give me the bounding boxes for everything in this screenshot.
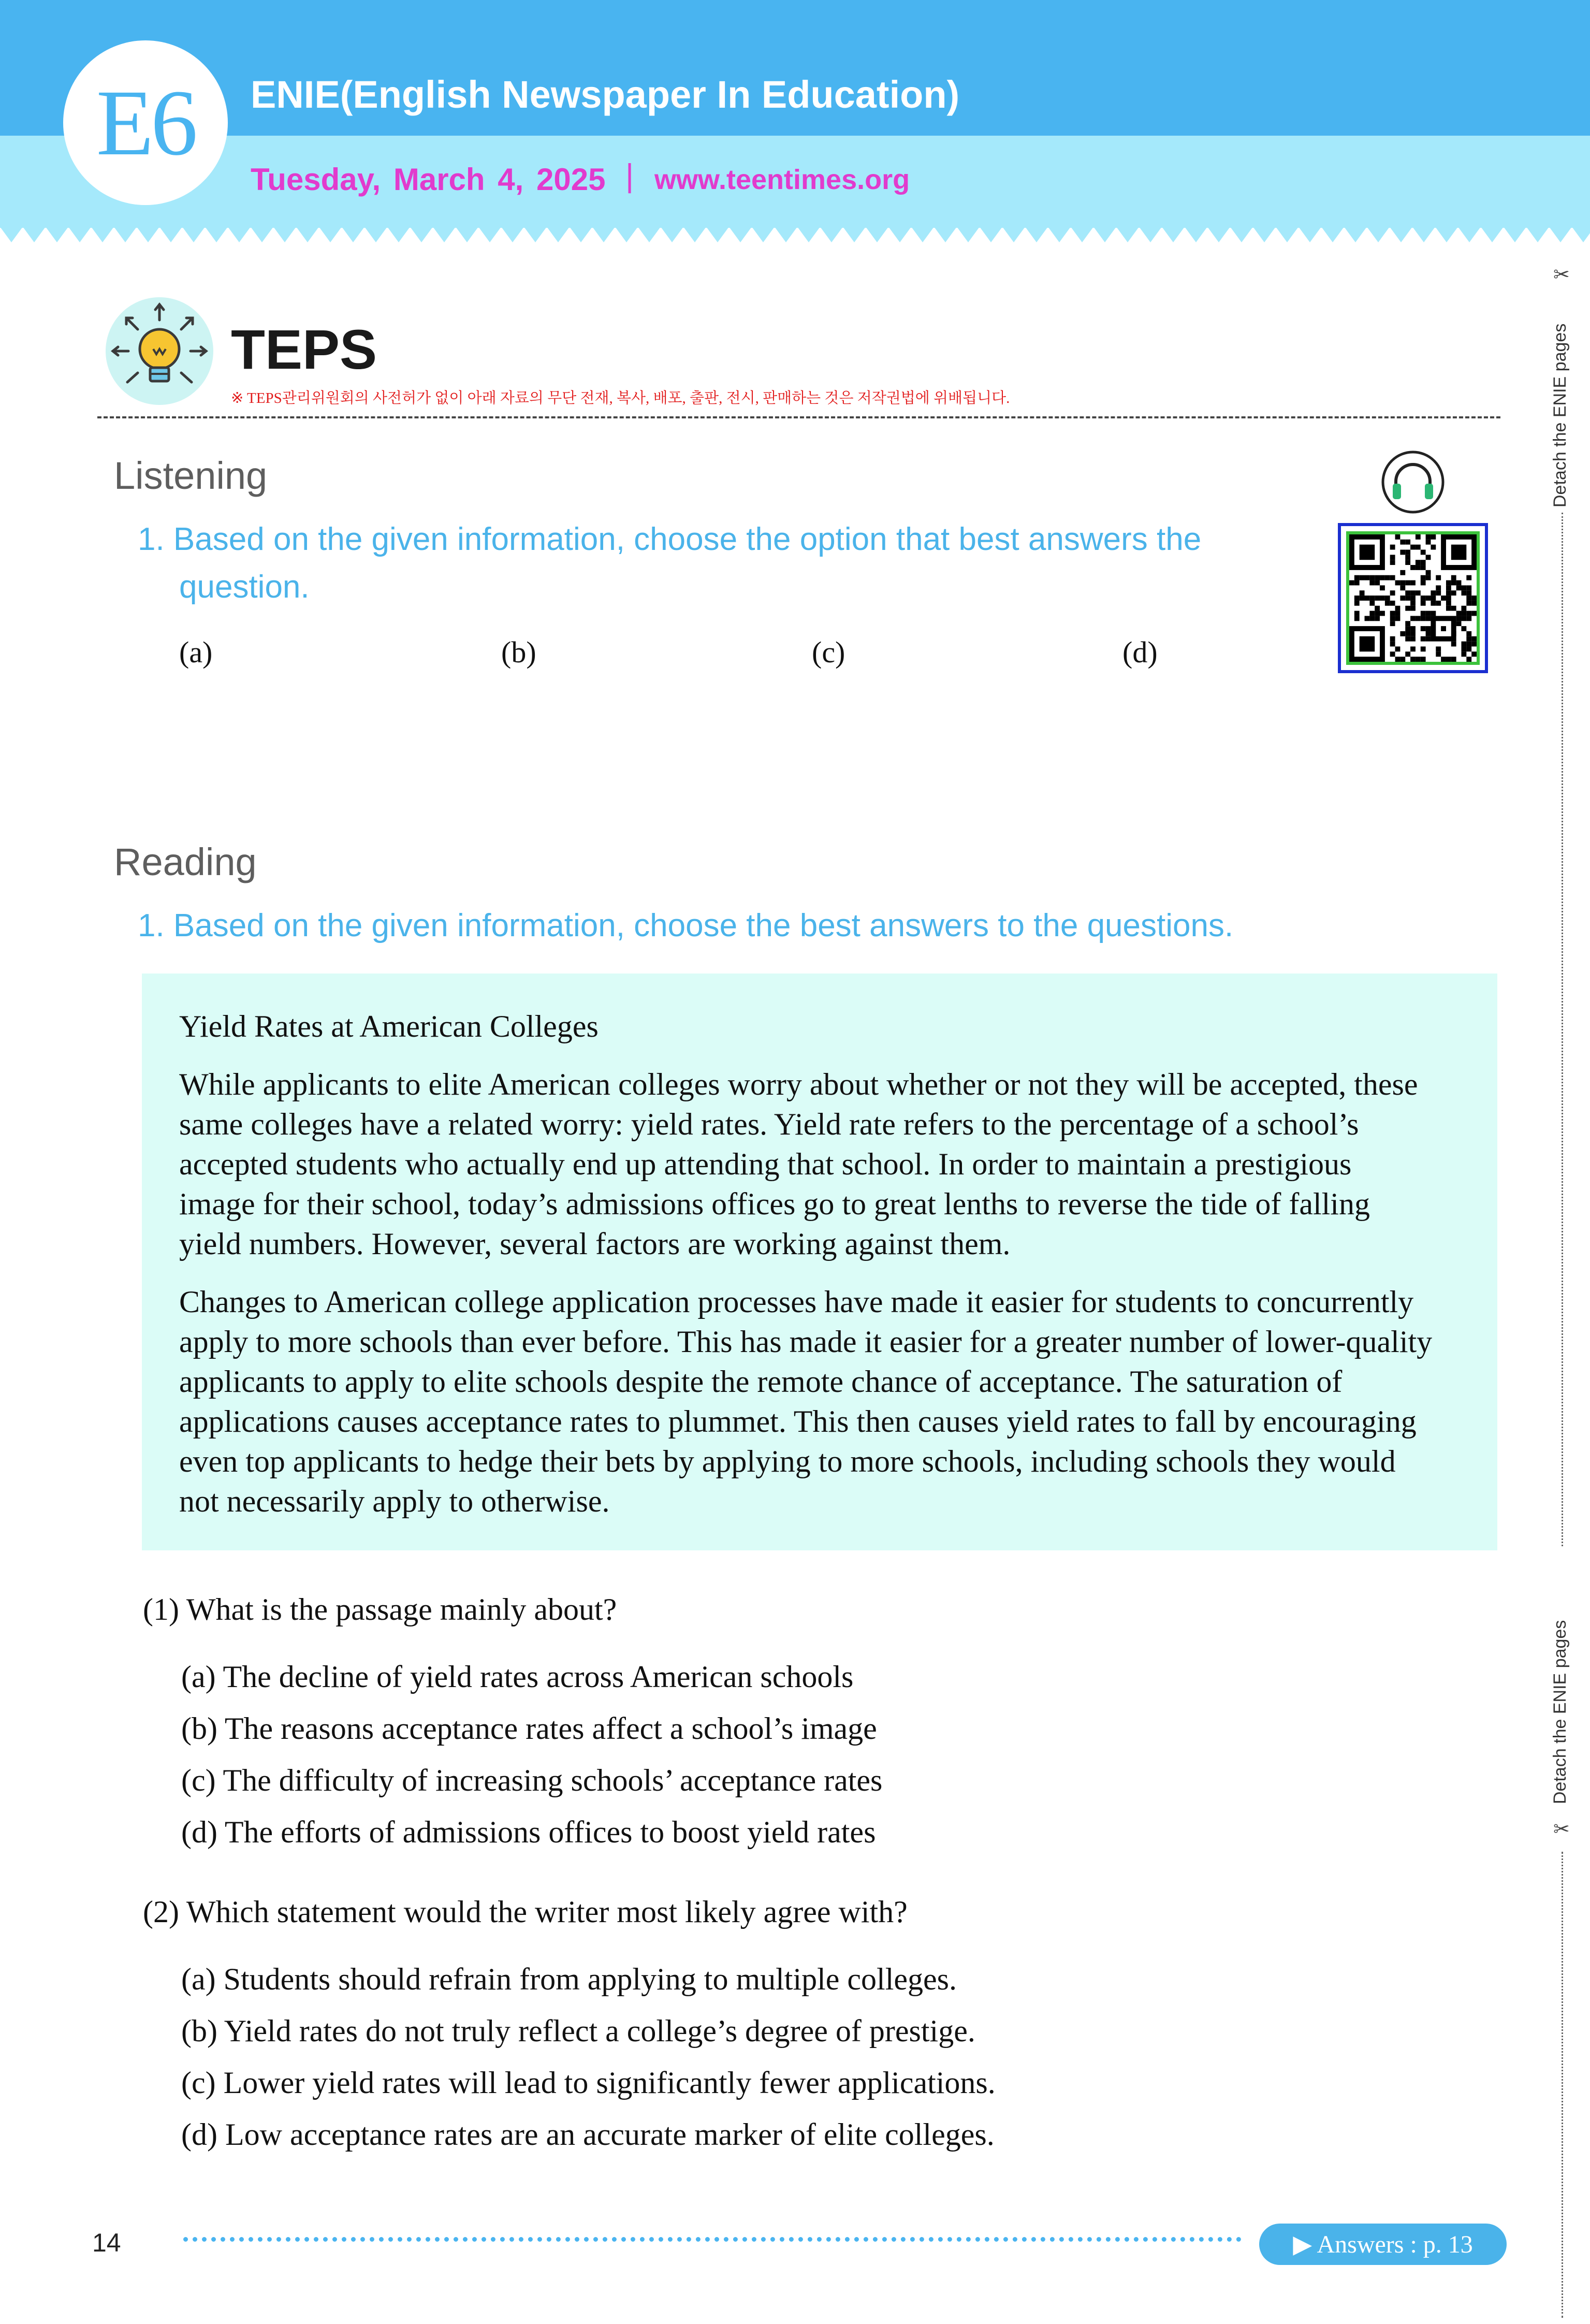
side-label-top: Detach the ENIE pages (1550, 323, 1570, 507)
q1-answer-c[interactable]: (c) The difficulty of increasing schools’ acceptance rates (181, 1763, 883, 1797)
scissors-icon: ✂ (1553, 1819, 1570, 1840)
listening-option-b[interactable]: (b) (501, 635, 536, 669)
listening-heading: Listening (114, 454, 268, 497)
footer-dotted-line (183, 2237, 1242, 2242)
reading-question: 1. Based on the given information, choose the best answers to the questions. (138, 908, 1234, 943)
listening-option-c[interactable]: (c) (812, 635, 845, 669)
passage-line: While applicants to elite American colleges worry about whether or not they will be accepted, these (179, 1067, 1418, 1101)
passage-line: applications causes acceptance rates to plummet. This then causes yield rates to fall by encouraging (179, 1404, 1417, 1439)
q2-answer-b[interactable]: (b) Yield rates do not truly reflect a college’s degree of prestige. (181, 2014, 975, 2048)
passage-line: accepted students who actually end up attending that school. In order to maintain a prestigious (179, 1147, 1352, 1181)
passage-line: applicants to apply to elite schools despite the remote chance of acceptance. The saturation of (179, 1364, 1343, 1399)
copyright-notice: ※ TEPS관리위원회의 사전허가 없이 아래 자료의 무단 전재, 복사, 배포, 출판, 전시, 판매하는 것은 저작권법에 위배됩니다. (231, 390, 1010, 406)
page-number: 14 (92, 2228, 121, 2257)
listening-option-a[interactable]: (a) (179, 635, 213, 669)
scissors-icon: ✂ (1553, 264, 1570, 286)
q1-answer-d[interactable]: (d) The efforts of admissions offices to boost yield rates (181, 1815, 876, 1849)
listening-question-line1: 1. Based on the given information, choose the option that best answers the (138, 521, 1202, 557)
passage-line: image for their school, today’s admissions offices go to great lenths to reverse the tide of falling (179, 1187, 1370, 1221)
header-separator: | (625, 158, 634, 194)
header-date: Tuesday, March 4, 2025 (251, 162, 606, 197)
passage-line: even top applicants to hedge their bets by applying to more schools, including schools they would (179, 1444, 1396, 1478)
side-dotted-line-lower (1562, 1852, 1563, 2318)
teps-title: TEPS (231, 318, 377, 381)
passage-paragraph-2 (179, 1282, 1474, 1521)
lightbulb-icon (104, 295, 215, 407)
reading-heading: Reading (114, 840, 257, 883)
header-url-link[interactable]: www.teentimes.org (654, 164, 910, 195)
listening-question-line2: question. (179, 569, 310, 605)
passage-line: same colleges have a related worry: yield rates. Yield rate refers to the percentage of a school’s (179, 1107, 1359, 1141)
qr-code[interactable] (1338, 523, 1488, 673)
header-zigzag-edge (0, 227, 1590, 243)
passage-title: Yield Rates at American Colleges (179, 1009, 599, 1043)
q1-answer-b[interactable]: (b) The reasons acceptance rates affect a school’s image (181, 1711, 877, 1746)
headphones-icon (1380, 449, 1446, 515)
answers-link-button[interactable]: ▶ Answers : p. 13 (1259, 2224, 1507, 2265)
passage-line: not necessarily apply to otherwise. (179, 1484, 610, 1518)
passage-line: Changes to American college application processes have made it easier for students to concurrently (179, 1285, 1414, 1319)
section-badge (63, 40, 228, 205)
section-badge-label: E6 (96, 70, 195, 175)
q2-answer-d[interactable]: (d) Low acceptance rates are an accurate marker of elite colleges. (181, 2117, 995, 2152)
reading-q2: (2) Which statement would the writer most likely agree with? (143, 1895, 908, 1929)
qr-code-pattern (1349, 534, 1477, 662)
listening-option-d[interactable]: (d) (1122, 635, 1158, 669)
section-divider (97, 416, 1500, 418)
side-dotted-line (1562, 513, 1563, 1546)
header-title: ENIE(English Newspaper In Education) (251, 73, 960, 116)
passage-line: apply to more schools than ever before. This has made it easier for a greater number of lower-quality (179, 1325, 1433, 1359)
passage-line: yield numbers. However, several factors are working against them. (179, 1227, 1011, 1261)
q2-answer-a[interactable]: (a) Students should refrain from applying to multiple colleges. (181, 1962, 957, 1996)
passage-paragraph-1 (179, 1065, 1474, 1264)
q2-answer-c[interactable]: (c) Lower yield rates will lead to significantly fewer applications. (181, 2066, 996, 2100)
side-label-bottom: Detach the ENIE pages (1550, 1620, 1570, 1804)
reading-q1: (1) What is the passage mainly about? (143, 1592, 617, 1626)
q1-answer-a[interactable]: (a) The decline of yield rates across American schools (181, 1660, 854, 1694)
